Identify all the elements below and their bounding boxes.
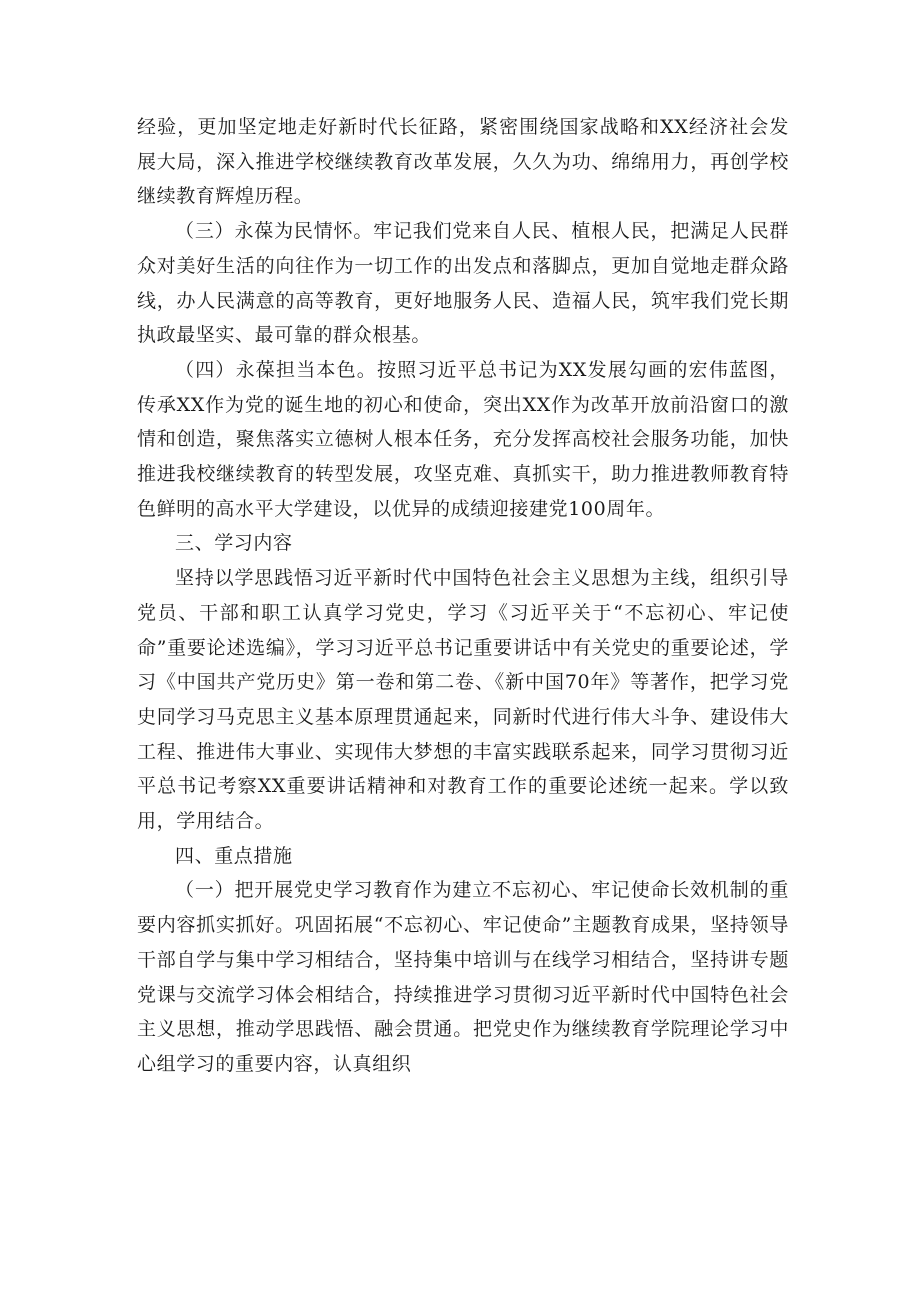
paragraph-section-2-4: （四）永葆担当本色。按照习近平总书记为XX发展勾画的宏伟蓝图，传承XX作为党的诞生地的初心和使命，突出XX作为改革开放前沿窗口的激情和创造，聚焦落实立德树人根本任务，充分发挥高校社会服务功能，加快推进我校继续教育的转型发展，攻坚克难、真抓实干，助力推进教师教育特色鲜明的高水平大学建设，以优异的成绩迎接建党100周年。 — [137, 358, 789, 520]
document-body — [137, 110, 789, 1082]
section-heading-4: 四、重点措施 — [175, 844, 293, 867]
section-heading-3: 三、学习内容 — [175, 532, 293, 555]
paragraph-section-4-1: （一）把开展党史学习教育作为建立不忘初心、牢记使命长效机制的重要内容抓实抓好。巩固拓展“不忘初心、牢记使命”主题教育成果，坚持领导干部自学与集中学习相结合，坚持集中培训与在线学习相结合，坚持讲专题党课与交流学习体会相结合，持续推进学习贯彻习近平新时代中国特色社会主义思想，推动学思践悟、融会贯通。把党史作为继续教育学院理论学习中心组学习的重要内容，认真组织 — [137, 879, 789, 1075]
paragraph-section-2-3: （三）永葆为民情怀。牢记我们党来自人民、植根人民，把满足人民群众对美好生活的向往作为一切工作的出发点和落脚点，更加自觉地走群众路线，办人民满意的高等教育，更好地服务人民、造福人民，筑牢我们党长期执政最坚实、最可靠的群众根基。 — [137, 220, 789, 347]
paragraph-section-3-body: 坚持以学思践悟习近平新时代中国特色社会主义思想为主线，组织引导党员、干部和职工认真学习党史，学习《习近平关于“不忘初心、牢记使命”重要论述选编》，学习习近平总书记重要讲话中有关党史的重要论述，学习《中国共产党历史》第一卷和第二卷、《新中国70年》等著作，把学习党史同学习马克思主义基本原理贯通起来，同新时代进行伟大斗争、建设伟大工程、推进伟大事业、实现伟大梦想的丰富实践联系起来，同学习贯彻习近平总书记考察XX重要讲话精神和对教育工作的重要论述统一起来。学以致用，学用结合。 — [137, 567, 789, 833]
paragraph-continuation: 经验，更加坚定地走好新时代长征路，紧密围绕国家战略和XX经济社会发展大局，深入推进学校继续教育改革发展，久久为功、绵绵用力，再创学校继续教育辉煌历程。 — [137, 116, 789, 208]
